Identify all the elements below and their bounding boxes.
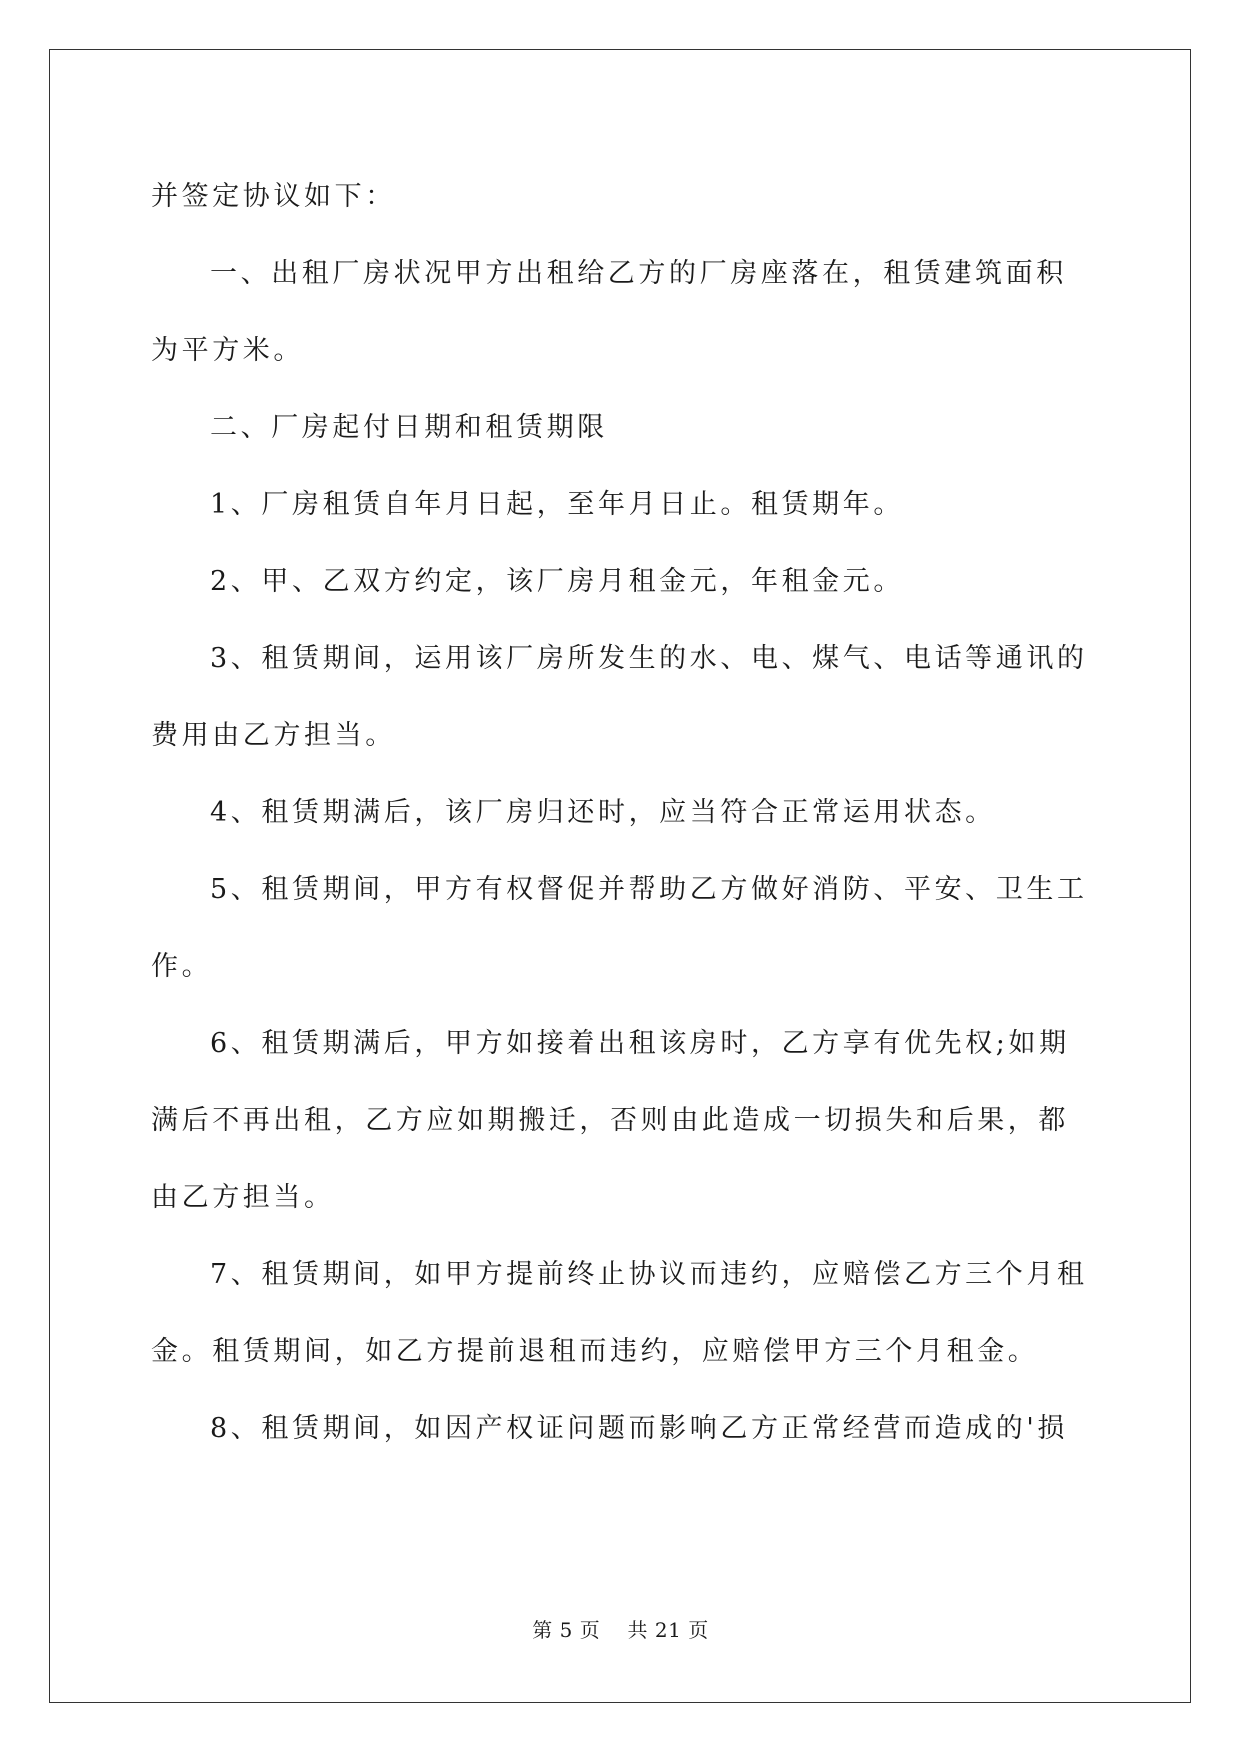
text-line: 费用由乙方担当。	[151, 720, 396, 751]
text-line: 8、租赁期间，如因产权证问题而影响乙方正常经营而造成的'损	[210, 1413, 1068, 1444]
document-body	[151, 158, 1091, 1467]
text-line: 作。	[151, 951, 213, 982]
page-number-footer: 第 5 页 共 21 页	[532, 1618, 709, 1642]
text-line: 1、厂房租赁自年月日起，至年月日止。租赁期年。	[210, 489, 904, 520]
text-line: 5、租赁期间，甲方有权督促并帮助乙方做好消防、平安、卫生工	[210, 874, 1088, 905]
text-line: 6、租赁期满后，甲方如接着出租该房时，乙方享有优先权;如期	[210, 1028, 1070, 1059]
text-line: 一、出租厂房状况甲方出租给乙方的厂房座落在，租赁建筑面积	[210, 258, 1067, 289]
text-line: 7、租赁期间，如甲方提前终止协议而违约，应赔偿乙方三个月租	[210, 1259, 1088, 1290]
text-line: 3、租赁期间，运用该厂房所发生的水、电、煤气、电话等通讯的	[210, 643, 1088, 674]
text-line: 金。租赁期间，如乙方提前退租而违约，应赔偿甲方三个月租金。	[151, 1336, 1039, 1367]
text-line: 二、厂房起付日期和租赁期限	[210, 412, 608, 443]
text-line: 满后不再出租，乙方应如期搬迁，否则由此造成一切损失和后果，都	[151, 1105, 1069, 1136]
text-line: 为平方米。	[151, 335, 304, 366]
text-line: 4、租赁期满后，该厂房归还时，应当符合正常运用状态。	[210, 797, 996, 828]
text-line: 并签定协议如下：	[151, 181, 396, 212]
text-line: 2、甲、乙双方约定，该厂房月租金元，年租金元。	[210, 566, 904, 597]
text-line: 由乙方担当。	[151, 1182, 335, 1213]
